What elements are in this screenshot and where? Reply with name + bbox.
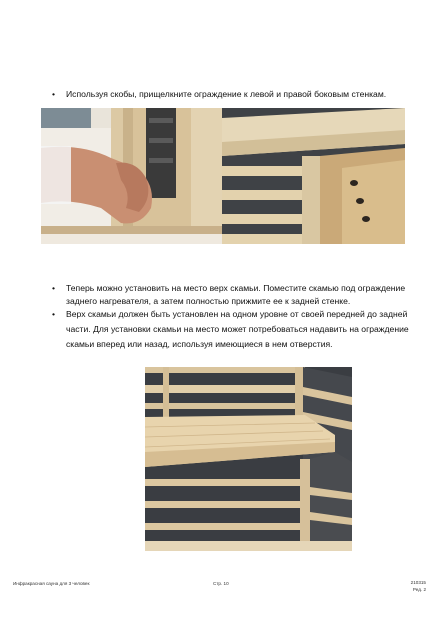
photo-installed-bench [145,367,352,551]
instruction-3-line-1: Верх скамьи должен быть установлен на одном уровне от своей передней до задней [66,309,408,319]
instruction-3-line-3: скамьи вперед или назад, используя имеющиеся в нем отверстия. [66,339,333,349]
footer-page-number: Стр. 10 [213,581,229,586]
bullet-marker: • [52,89,56,99]
footer-document-title: Инфракрасная сауна для 3 человек [13,581,90,586]
bullet-marker: • [52,309,56,319]
bullet-marker: • [52,283,56,293]
photo-clipping-rail [41,108,222,244]
instruction-3-line-2: части. Для установки скамьи на место может потребоваться надавить на ограждение [66,324,409,334]
instruction-1-line-1: Используя скобы, прищелкните ограждение к левой и правой боковым стенкам. [66,89,387,99]
instruction-2-line-2: заднего нагревателя, а затем полностью прижмите ее к задней стенке. [66,296,351,306]
instruction-2-line-1: Теперь можно установить на место верх скамьи. Поместите скамью под ограждение [66,283,406,293]
footer-revision: Ред. 2 [412,587,426,592]
photo-rail-holes [222,108,405,244]
footer-doc-code: 210315 [410,580,426,585]
